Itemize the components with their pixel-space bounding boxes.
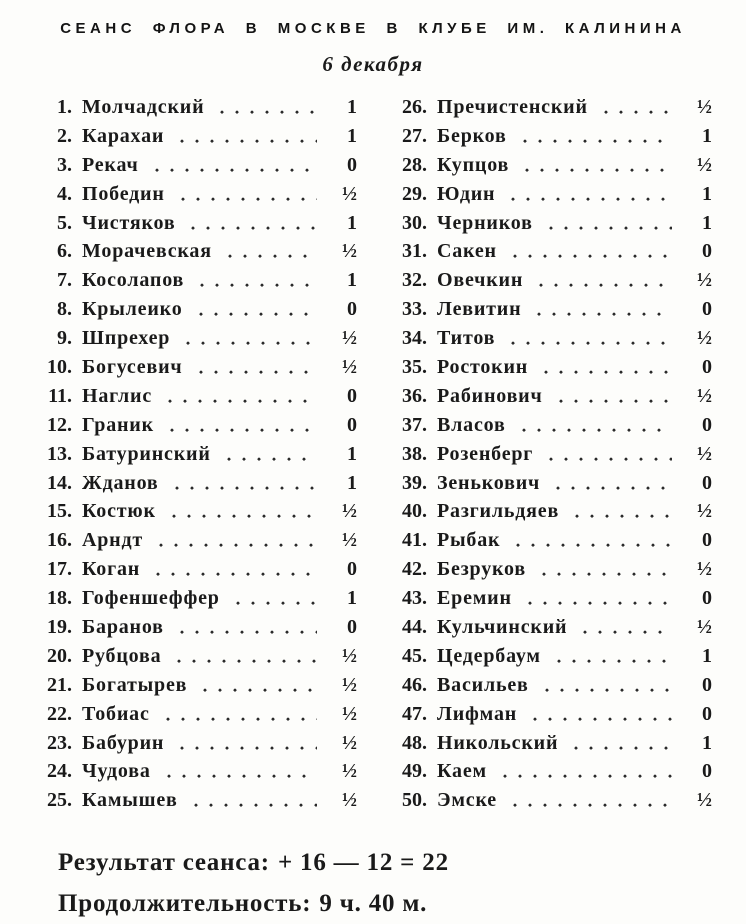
entry-score: 1 bbox=[347, 124, 357, 147]
table-row bbox=[28, 237, 357, 266]
player-name: Овечкин bbox=[437, 269, 524, 292]
session-duration-line bbox=[58, 890, 746, 918]
dot-leader bbox=[162, 382, 317, 411]
entry-number: 48. bbox=[402, 731, 427, 754]
table-row bbox=[383, 671, 712, 700]
entry-number: 13. bbox=[47, 442, 72, 465]
entry-number: 40. bbox=[402, 500, 427, 523]
table-row bbox=[383, 353, 712, 382]
entry-number: 35. bbox=[402, 356, 427, 379]
entry-score: 0 bbox=[347, 558, 357, 581]
player-name: Розенберг bbox=[437, 442, 534, 465]
dot-leader bbox=[174, 613, 317, 642]
entry-number: 26. bbox=[402, 96, 427, 118]
dot-leader bbox=[505, 180, 672, 209]
table-row bbox=[383, 700, 712, 729]
session-duration-label: Продолжительность: bbox=[58, 890, 312, 918]
entry-number: 41. bbox=[402, 529, 427, 552]
player-name: Рабинович bbox=[437, 384, 543, 407]
dot-leader bbox=[149, 151, 317, 180]
entry-number: 14. bbox=[47, 471, 72, 494]
table-row bbox=[383, 180, 712, 209]
table-row bbox=[383, 382, 712, 411]
entry-number: 21. bbox=[47, 673, 72, 696]
player-name: Батуринский bbox=[82, 442, 211, 465]
dot-leader bbox=[497, 757, 672, 786]
player-name: Кульчинский bbox=[437, 616, 568, 639]
player-name: Камышев bbox=[82, 789, 178, 812]
table-row bbox=[28, 93, 357, 122]
entry-score: 0 bbox=[347, 413, 357, 436]
player-name: Карахаи bbox=[82, 124, 165, 147]
player-name: Ростокин bbox=[437, 356, 529, 379]
dot-leader bbox=[153, 526, 317, 555]
dot-leader bbox=[214, 93, 317, 122]
entry-number: 47. bbox=[402, 702, 427, 725]
player-name: Рекач bbox=[82, 153, 139, 176]
entry-score: 0 bbox=[702, 673, 712, 696]
player-name: Купцов bbox=[437, 153, 510, 176]
session-result-line bbox=[58, 849, 746, 877]
player-name: Титов bbox=[437, 327, 496, 350]
player-name: Левитин bbox=[437, 298, 522, 321]
entry-number: 27. bbox=[402, 124, 427, 147]
dot-leader bbox=[180, 324, 317, 353]
entry-score: ½ bbox=[342, 240, 357, 263]
player-name: Каем bbox=[437, 760, 487, 783]
table-row bbox=[383, 295, 712, 324]
table-row bbox=[28, 295, 357, 324]
dot-leader bbox=[222, 237, 317, 266]
dot-leader bbox=[175, 180, 317, 209]
player-name: Чистяков bbox=[82, 211, 176, 234]
table-row bbox=[28, 382, 357, 411]
player-name: Цедербаум bbox=[437, 644, 541, 667]
player-name: Берков bbox=[437, 124, 507, 147]
player-name: Шпрехер bbox=[82, 327, 171, 350]
table-row bbox=[383, 613, 712, 642]
entry-number: 38. bbox=[402, 442, 427, 465]
dot-leader bbox=[230, 584, 317, 613]
table-row bbox=[28, 209, 357, 238]
table-row bbox=[383, 324, 712, 353]
dot-leader bbox=[164, 411, 317, 440]
entry-score: ½ bbox=[342, 789, 357, 812]
entry-number: 24. bbox=[47, 760, 72, 783]
dot-leader bbox=[569, 497, 672, 526]
entry-score: 0 bbox=[702, 298, 712, 321]
dot-leader bbox=[505, 324, 672, 353]
table-row bbox=[383, 642, 712, 671]
entry-score: ½ bbox=[342, 644, 357, 667]
page-title: СЕАНС ФЛОРА В МОСКВЕ В КЛУБЕ ИМ. КАЛИНИНА bbox=[60, 20, 686, 37]
dot-leader bbox=[522, 584, 672, 613]
player-name: Никольский bbox=[437, 731, 559, 754]
table-row bbox=[383, 757, 712, 786]
entry-score: ½ bbox=[342, 500, 357, 523]
dot-leader bbox=[533, 266, 672, 295]
entry-number: 6. bbox=[57, 240, 72, 263]
entry-number: 9. bbox=[57, 327, 72, 350]
table-row bbox=[28, 786, 357, 815]
entry-number: 16. bbox=[47, 529, 72, 552]
dot-leader bbox=[531, 295, 672, 324]
entry-number: 28. bbox=[402, 153, 427, 176]
table-row bbox=[28, 642, 357, 671]
table-row bbox=[383, 526, 712, 555]
entry-number: 39. bbox=[402, 471, 427, 494]
dot-leader bbox=[550, 469, 672, 498]
entry-score: ½ bbox=[697, 269, 712, 292]
entry-score: 1 bbox=[347, 442, 357, 465]
entry-score: ½ bbox=[342, 356, 357, 379]
entry-score: 1 bbox=[347, 269, 357, 292]
entry-score: 0 bbox=[702, 240, 712, 263]
entry-score: 1 bbox=[347, 587, 357, 610]
dot-leader bbox=[539, 671, 672, 700]
entry-score: ½ bbox=[342, 327, 357, 350]
dot-leader bbox=[160, 700, 317, 729]
player-name: Сакен bbox=[437, 240, 497, 263]
entry-number: 5. bbox=[57, 211, 72, 234]
dot-leader bbox=[507, 237, 672, 266]
entry-score: 1 bbox=[347, 211, 357, 234]
dot-leader bbox=[568, 729, 672, 758]
entry-number: 29. bbox=[402, 182, 427, 205]
table-row bbox=[28, 700, 357, 729]
player-name: Граник bbox=[82, 413, 154, 436]
table-row bbox=[383, 786, 712, 815]
table-row bbox=[28, 729, 357, 758]
table-row bbox=[28, 440, 357, 469]
entry-score: 0 bbox=[702, 356, 712, 379]
entry-score: ½ bbox=[697, 96, 712, 118]
entry-score: 1 bbox=[347, 96, 357, 118]
entry-number: 50. bbox=[402, 789, 427, 812]
dot-leader bbox=[150, 555, 317, 584]
player-name: Тобиас bbox=[82, 702, 150, 725]
player-name: Наглис bbox=[82, 384, 153, 407]
player-name: Васильев bbox=[437, 673, 529, 696]
entry-score: 0 bbox=[702, 760, 712, 783]
player-name: Зенькович bbox=[437, 471, 541, 494]
entry-score: ½ bbox=[697, 789, 712, 812]
entry-score: 0 bbox=[347, 153, 357, 176]
player-name: Разгильдяев bbox=[437, 500, 560, 523]
table-row bbox=[383, 469, 712, 498]
player-name: Пречистенский bbox=[437, 96, 588, 118]
entry-number: 44. bbox=[402, 616, 427, 639]
entry-score: ½ bbox=[342, 529, 357, 552]
entry-score: 0 bbox=[702, 587, 712, 610]
entry-number: 45. bbox=[402, 644, 427, 667]
table-row bbox=[28, 122, 357, 151]
table-row bbox=[28, 555, 357, 584]
entry-score: 0 bbox=[347, 298, 357, 321]
dot-leader bbox=[507, 786, 672, 815]
entry-number: 36. bbox=[402, 384, 427, 407]
dot-leader bbox=[161, 757, 317, 786]
table-row bbox=[28, 584, 357, 613]
entry-score: 0 bbox=[702, 702, 712, 725]
entry-number: 42. bbox=[402, 558, 427, 581]
table-row bbox=[28, 324, 357, 353]
dot-leader bbox=[527, 700, 672, 729]
entry-score: 1 bbox=[347, 471, 357, 494]
table-row bbox=[383, 584, 712, 613]
player-name: Гофеншеффер bbox=[82, 587, 220, 610]
table-row bbox=[383, 209, 712, 238]
dot-leader bbox=[543, 440, 672, 469]
entry-number: 18. bbox=[47, 587, 72, 610]
dot-leader bbox=[510, 526, 672, 555]
entry-score: ½ bbox=[697, 442, 712, 465]
player-name: Арндт bbox=[82, 529, 144, 552]
player-name: Еремин bbox=[437, 587, 512, 610]
dot-leader bbox=[174, 122, 317, 151]
entry-number: 46. bbox=[402, 673, 427, 696]
table-row bbox=[28, 497, 357, 526]
entry-score: 0 bbox=[702, 529, 712, 552]
player-name: Баранов bbox=[82, 616, 164, 639]
player-name: Победин bbox=[82, 182, 165, 205]
dot-leader bbox=[193, 295, 317, 324]
table-row bbox=[383, 266, 712, 295]
player-name: Лифман bbox=[437, 702, 518, 725]
player-name: Безруков bbox=[437, 558, 526, 581]
table-row bbox=[28, 151, 357, 180]
entry-number: 25. bbox=[47, 789, 72, 812]
table-row bbox=[383, 555, 712, 584]
entry-number: 8. bbox=[57, 298, 72, 321]
session-result-value: + 16 — 12 = 22 bbox=[277, 849, 449, 877]
dot-leader bbox=[221, 440, 317, 469]
entry-score: 1 bbox=[702, 124, 712, 147]
player-name: Костюк bbox=[82, 500, 156, 523]
entry-score: 1 bbox=[702, 644, 712, 667]
entry-score: 0 bbox=[347, 616, 357, 639]
entry-score: ½ bbox=[342, 731, 357, 754]
player-name: Жданов bbox=[82, 471, 159, 494]
entry-number: 2. bbox=[57, 124, 72, 147]
results-column-left bbox=[28, 93, 357, 815]
summary-block bbox=[58, 849, 746, 918]
entry-number: 15. bbox=[47, 500, 72, 523]
player-name: Рубцова bbox=[82, 644, 162, 667]
entry-score: 1 bbox=[702, 731, 712, 754]
entry-number: 10. bbox=[47, 356, 72, 379]
entry-score: 0 bbox=[702, 471, 712, 494]
player-name: Морачевская bbox=[82, 240, 212, 263]
table-row bbox=[383, 122, 712, 151]
table-row bbox=[383, 729, 712, 758]
dot-leader bbox=[551, 642, 672, 671]
player-name: Крылеико bbox=[82, 298, 183, 321]
session-result-label: Результат сеанса: bbox=[58, 849, 270, 877]
dot-leader bbox=[193, 353, 318, 382]
entry-number: 4. bbox=[57, 182, 72, 205]
entry-number: 3. bbox=[57, 153, 72, 176]
results-column-right bbox=[383, 93, 712, 815]
table-row bbox=[383, 440, 712, 469]
player-name: Чудова bbox=[82, 760, 151, 783]
entry-score: ½ bbox=[697, 384, 712, 407]
entry-score: ½ bbox=[697, 327, 712, 350]
entry-number: 20. bbox=[47, 644, 72, 667]
dot-leader bbox=[543, 209, 672, 238]
entry-number: 1. bbox=[57, 96, 72, 118]
player-name: Власов bbox=[437, 413, 506, 436]
dot-leader bbox=[185, 209, 317, 238]
entry-score: ½ bbox=[697, 153, 712, 176]
session-duration-value: 9 ч. 40 м. bbox=[319, 890, 428, 918]
player-name: Коган bbox=[82, 558, 141, 581]
dot-leader bbox=[166, 497, 317, 526]
table-row bbox=[383, 497, 712, 526]
player-name: Богусевич bbox=[82, 356, 183, 379]
entry-number: 19. bbox=[47, 616, 72, 639]
event-date: 6 декабря bbox=[322, 52, 424, 76]
entry-score: ½ bbox=[342, 673, 357, 696]
dot-leader bbox=[538, 353, 672, 382]
entry-score: ½ bbox=[342, 702, 357, 725]
entry-score: 0 bbox=[702, 413, 712, 436]
table-row bbox=[28, 411, 357, 440]
dot-leader bbox=[174, 729, 317, 758]
dot-leader bbox=[598, 93, 672, 122]
entry-number: 11. bbox=[48, 384, 72, 407]
entry-number: 31. bbox=[402, 240, 427, 263]
player-name: Рыбак bbox=[437, 529, 501, 552]
entry-score: 1 bbox=[702, 211, 712, 234]
entry-number: 17. bbox=[47, 558, 72, 581]
table-row bbox=[28, 353, 357, 382]
dot-leader bbox=[517, 122, 672, 151]
table-row bbox=[28, 757, 357, 786]
table-row bbox=[28, 526, 357, 555]
player-name: Богатырев bbox=[82, 673, 188, 696]
entry-number: 23. bbox=[47, 731, 72, 754]
entry-score: ½ bbox=[697, 558, 712, 581]
entry-number: 49. bbox=[402, 760, 427, 783]
dot-leader bbox=[553, 382, 672, 411]
player-name: Косолапов bbox=[82, 269, 185, 292]
entry-number: 32. bbox=[402, 269, 427, 292]
player-name: Эмске bbox=[437, 789, 497, 812]
entry-number: 43. bbox=[402, 587, 427, 610]
entry-score: ½ bbox=[342, 760, 357, 783]
table-row bbox=[28, 613, 357, 642]
entry-number: 22. bbox=[47, 702, 72, 725]
table-row bbox=[383, 237, 712, 266]
dot-leader bbox=[194, 266, 317, 295]
dot-leader bbox=[171, 642, 317, 671]
entry-number: 33. bbox=[402, 298, 427, 321]
player-name: Черников bbox=[437, 211, 533, 234]
entry-number: 30. bbox=[402, 211, 427, 234]
dot-leader bbox=[516, 411, 672, 440]
entry-score: ½ bbox=[342, 182, 357, 205]
table-row bbox=[28, 266, 357, 295]
entry-number: 34. bbox=[402, 327, 427, 350]
entry-number: 7. bbox=[57, 269, 72, 292]
table-row bbox=[28, 469, 357, 498]
table-row bbox=[383, 151, 712, 180]
entry-score: ½ bbox=[697, 616, 712, 639]
entry-number: 37. bbox=[402, 413, 427, 436]
table-row bbox=[383, 93, 712, 122]
dot-leader bbox=[577, 613, 672, 642]
dot-leader bbox=[188, 786, 317, 815]
dot-leader bbox=[536, 555, 672, 584]
entry-score: 0 bbox=[347, 384, 357, 407]
entry-score: 1 bbox=[702, 182, 712, 205]
results-table bbox=[28, 93, 712, 815]
entry-score: ½ bbox=[697, 500, 712, 523]
player-name: Бабурин bbox=[82, 731, 165, 754]
entry-number: 12. bbox=[47, 413, 72, 436]
dot-leader bbox=[169, 469, 317, 498]
player-name: Юдин bbox=[437, 182, 496, 205]
table-row bbox=[28, 180, 357, 209]
table-row bbox=[28, 671, 357, 700]
dot-leader bbox=[519, 151, 672, 180]
dot-leader bbox=[197, 671, 317, 700]
table-row bbox=[383, 411, 712, 440]
player-name: Молчадский bbox=[82, 96, 205, 118]
